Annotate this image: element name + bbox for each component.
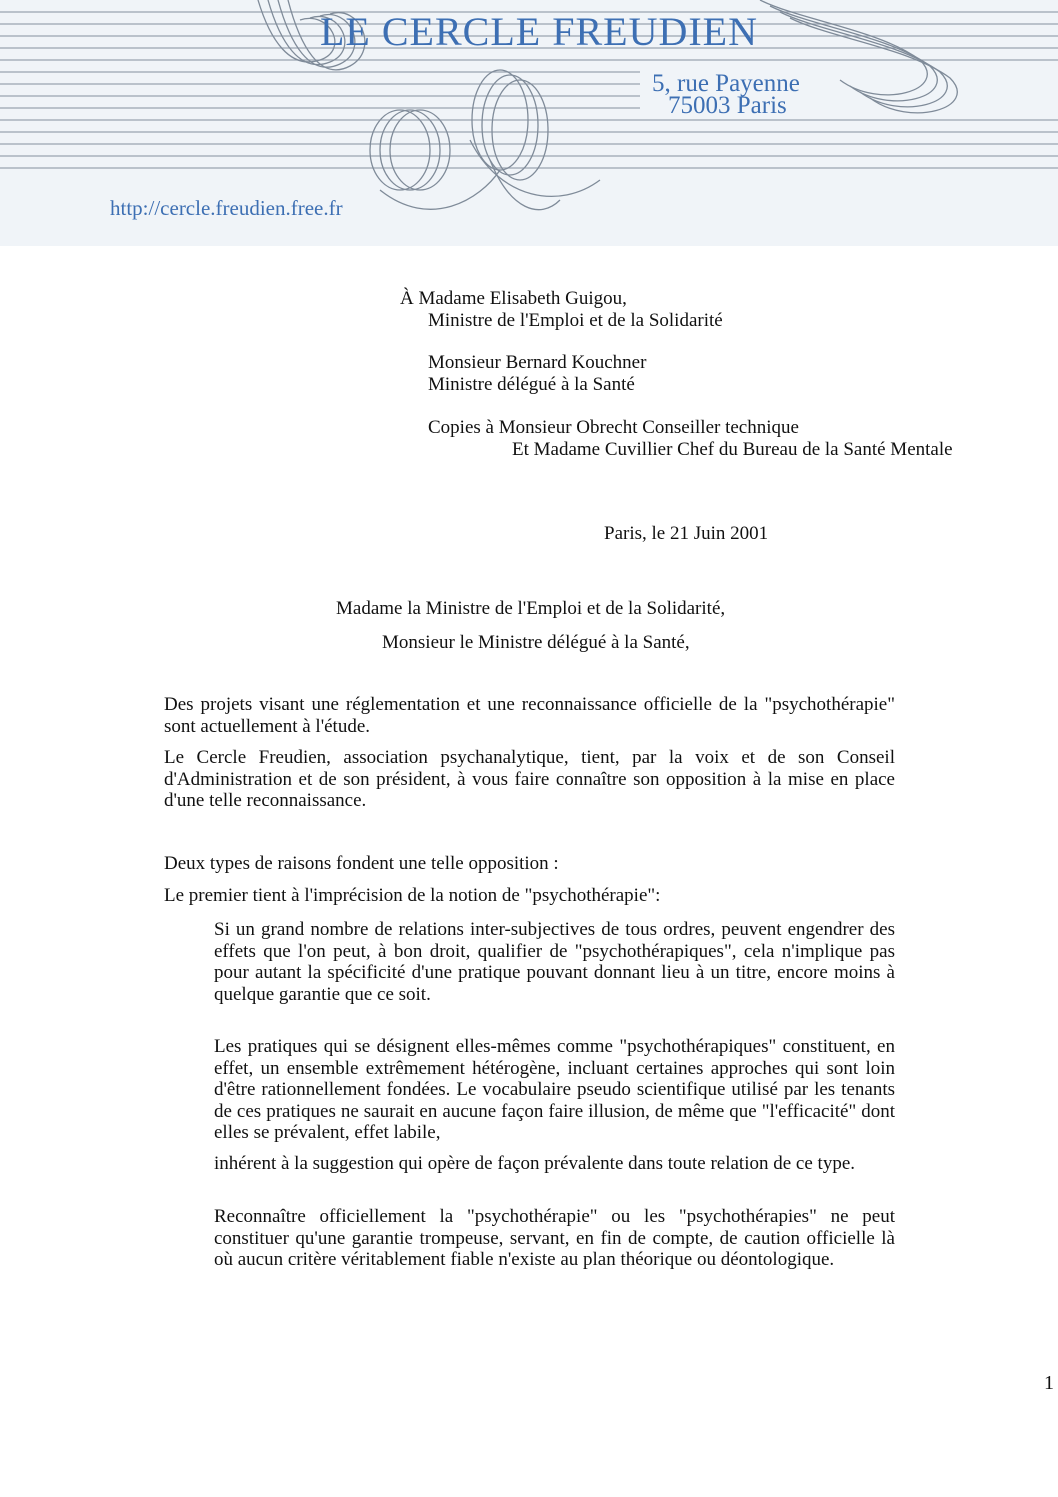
- body-paragraph-4: Le premier tient à l'imprécision de la notion de "psychothérapie":: [164, 885, 661, 906]
- organization-name: LE CERCLE FREUDIEN: [320, 9, 758, 54]
- recipient-line-2: Ministre de l'Emploi et de la Solidarité: [428, 310, 723, 331]
- recipient-line-6: Et Madame Cuvillier Chef du Bureau de la Santé Mentale: [512, 439, 953, 460]
- letter-date: Paris, le 21 Juin 2001: [604, 523, 769, 544]
- salutation-line-2: Monsieur le Ministre délégué à la Santé,: [382, 632, 690, 653]
- address-city: 75003 Paris: [668, 92, 787, 119]
- body-paragraph-3: Deux types de raisons fondent une telle opposition :: [164, 853, 559, 874]
- body-paragraph-1: Des projets visant une réglementation et une reconnaissance officielle de la "psychothérapie" sont actuellement à l'étude.: [164, 694, 895, 737]
- indented-paragraph-4: Reconnaître officiellement la "psychothérapie" ou les "psychothérapies" ne peut constituer qu'une garantie trompeuse, servant, en fin de compte, de caution officielle là où aucun critère véritablement fiable n'existe au plan théorique ou déontologique.: [214, 1206, 895, 1270]
- recipient-line-5: Copies à Monsieur Obrecht Conseiller technique: [428, 417, 799, 438]
- address-street: 5, rue Payenne: [652, 70, 800, 97]
- letterhead: [0, 0, 1058, 246]
- salutation-line-1: Madame la Ministre de l'Emploi et de la Solidarité,: [336, 598, 726, 619]
- indented-paragraph-1: Si un grand nombre de relations inter-subjectives de tous ordres, peuvent engendrer des effets que l'on peut, à bon droit, qualifier de "psychothérapiques", cela n'implique pas pour autant la spécificité d'une pratique pouvant donnant lieu à un titre, encore moins à quelque garantie que ce soit.: [214, 919, 895, 1005]
- recipient-line-4: Ministre délégué à la Santé: [428, 374, 635, 395]
- recipient-line-1: À Madame Elisabeth Guigou,: [400, 288, 627, 309]
- website-link[interactable]: http://cercle.freudien.free.fr: [110, 196, 343, 220]
- indented-paragraph-3: inhérent à la suggestion qui opère de façon prévalente dans toute relation de ce type.: [214, 1153, 855, 1174]
- body-paragraph-2: Le Cercle Freudien, association psychanalytique, tient, par la voix et de son Conseil d'Administration et de son président, à vous faire connaître son opposition à la mise en place d'une telle reconnaissance.: [164, 747, 895, 811]
- indented-paragraph-2: Les pratiques qui se désignent elles-mêmes comme "psychothérapiques" constituent, en effet, un ensemble extrêmement hétérogène, incluant certaines approches qui sont loin d'être rationnellement fondées. Le vocabulaire pseudo scientifique utilisé par les tenants de ces pratiques ne saurait en aucune façon faire illusion, de même que "l'efficacité" dont elles se prévalent, effet labile,: [214, 1036, 895, 1143]
- page-number: 1: [1044, 1372, 1054, 1394]
- recipient-line-3: Monsieur Bernard Kouchner: [428, 352, 647, 373]
